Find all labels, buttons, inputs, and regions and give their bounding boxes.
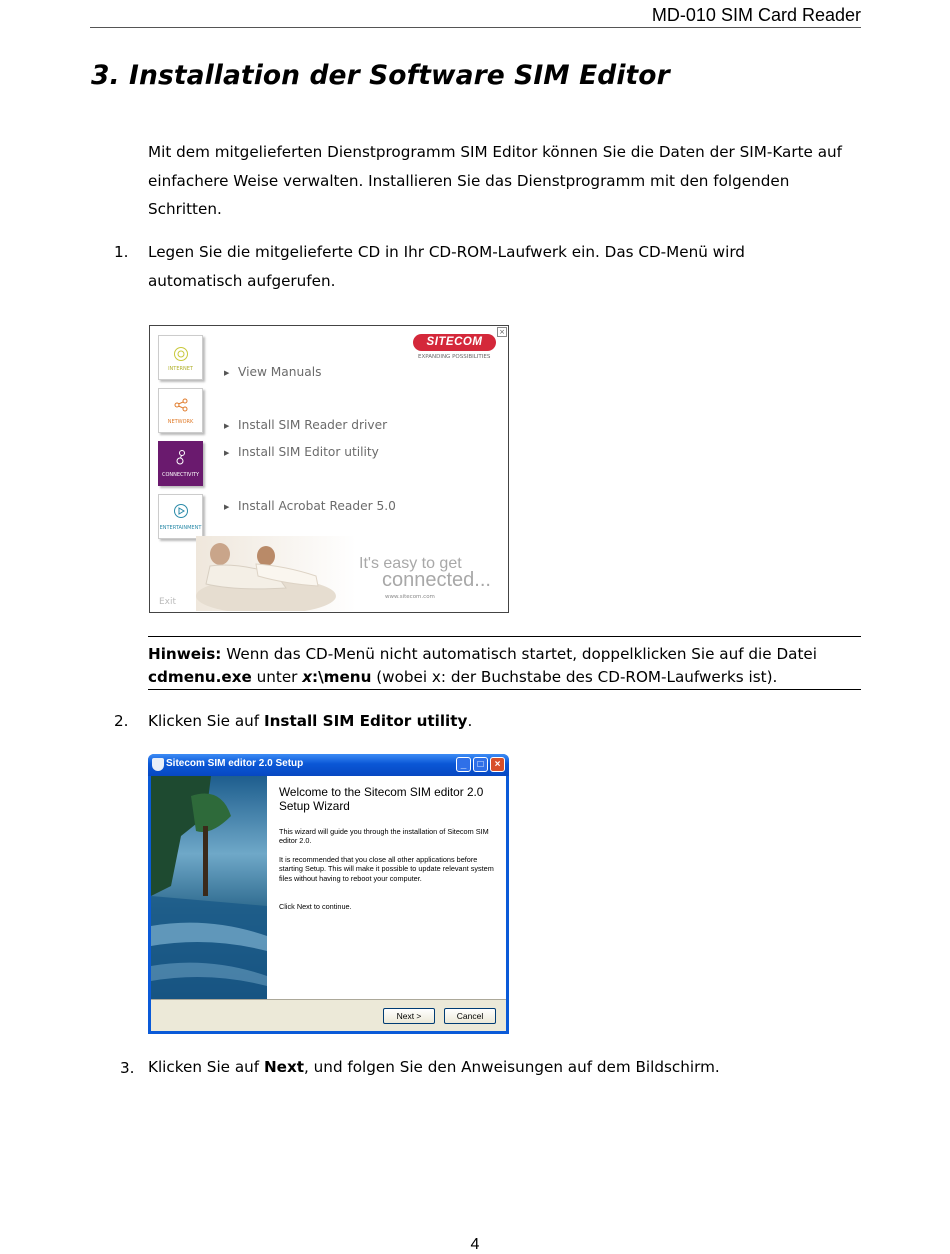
slogan-line-1: It's easy to get bbox=[359, 555, 462, 572]
menu-item-label: Install SIM Reader driver bbox=[238, 418, 388, 432]
wizard-panel bbox=[151, 776, 506, 999]
menu-item-label: View Manuals bbox=[238, 365, 322, 379]
category-label: NETWORK bbox=[167, 419, 194, 425]
close-button[interactable]: × bbox=[490, 757, 505, 772]
menu-item-label: Install Acrobat Reader 5.0 bbox=[238, 499, 396, 513]
category-internet bbox=[158, 335, 203, 380]
sitecom-url: www.sitecom.com bbox=[385, 594, 435, 600]
menu-item-view-manuals[interactable] bbox=[224, 365, 321, 379]
wizard-heading: Welcome to the Sitecom SIM editor 2.0 Setup Wizard bbox=[279, 785, 484, 813]
wizard-paragraph-3: Click Next to continue. bbox=[279, 902, 352, 911]
setup-wizard-window bbox=[148, 754, 509, 1034]
step-3-text: Klicken Sie auf Next, und folgen Sie den Anweisungen auf dem Bildschirm. bbox=[148, 1058, 720, 1076]
wizard-side-image bbox=[151, 776, 267, 999]
page-header bbox=[90, 4, 861, 28]
wizard-titlebar bbox=[148, 754, 509, 776]
header-title: MD-010 SIM Card Reader bbox=[651, 5, 861, 25]
maximize-button[interactable]: □ bbox=[473, 757, 488, 772]
intro-paragraph: Mit dem mitgelieferten Dienstprogramm SIM Editor können Sie die Daten der SIM-Karte auf einfachere Weise verwalten. Installieren Sie das Dienstprogramm mit den folgenden Schritten. bbox=[148, 143, 842, 218]
wizard-paragraph-1: This wizard will guide you through the installation of Sitecom SIM editor 2.0. bbox=[279, 827, 489, 846]
category-label: INTERNET bbox=[168, 366, 193, 372]
category-connectivity bbox=[158, 441, 203, 486]
wizard-paragraph-2: It is recommended that you close all other applications before starting Setup. This will make it possible to update relevant system files without having to reboot your computer. bbox=[279, 855, 494, 883]
installer-icon bbox=[152, 758, 164, 771]
people-photo bbox=[196, 536, 356, 611]
entertainment-icon bbox=[173, 503, 189, 519]
menu-item-label: Install SIM Editor utility bbox=[238, 445, 379, 459]
step-3-number: 3. bbox=[120, 1059, 135, 1077]
step-2-text: Klicken Sie auf Install SIM Editor utility. bbox=[148, 712, 473, 730]
category-label: ENTERTAINMENT bbox=[159, 525, 202, 531]
cd-menu-screenshot bbox=[149, 325, 509, 613]
arrow-right-icon: ▶ bbox=[224, 448, 230, 457]
arrow-right-icon: ▶ bbox=[224, 368, 230, 377]
step-3-bold: Next bbox=[263, 1058, 305, 1076]
section-title: 3. Installation der Software SIM Editor bbox=[91, 60, 670, 91]
network-icon bbox=[173, 397, 189, 413]
connectivity-icon bbox=[173, 449, 189, 467]
category-entertainment bbox=[158, 494, 203, 539]
arrow-right-icon: ▶ bbox=[224, 421, 230, 430]
note-path: :\menu bbox=[312, 668, 372, 686]
note-drive-letter: x bbox=[302, 668, 313, 686]
step-2-number: 2. bbox=[114, 712, 129, 730]
step-1-number: 1. bbox=[114, 243, 129, 261]
logo-tagline: EXPANDING POSSIBILITIES bbox=[418, 354, 491, 360]
minimize-button[interactable]: _ bbox=[456, 757, 471, 772]
wizard-body bbox=[151, 776, 506, 1031]
wizard-separator bbox=[151, 999, 506, 1000]
note-label: Hinweis: bbox=[148, 645, 222, 663]
step-2-bold: Install SIM Editor utility bbox=[263, 712, 468, 730]
internet-icon bbox=[173, 346, 189, 362]
exit-link[interactable]: Exit bbox=[159, 597, 177, 607]
next-button[interactable]: Next > bbox=[383, 1008, 435, 1024]
category-label: CONNECTIVITY bbox=[161, 472, 200, 478]
menu-item-install-acrobat-reader[interactable] bbox=[224, 499, 396, 513]
category-network bbox=[158, 388, 203, 433]
note-box bbox=[148, 636, 861, 690]
menu-item-install-sim-reader-driver[interactable] bbox=[224, 418, 387, 432]
menu-item-install-sim-editor-utility[interactable] bbox=[224, 445, 379, 459]
note-filename: cdmenu.exe bbox=[148, 668, 252, 686]
step-1-text: Legen Sie die mitgelieferte CD in Ihr CD-ROM-Laufwerk ein. Das CD-Menü wird automatisch aufgerufen. bbox=[148, 243, 745, 290]
arrow-right-icon: ▶ bbox=[224, 502, 230, 511]
cancel-button[interactable]: Cancel bbox=[444, 1008, 496, 1024]
close-icon: × bbox=[497, 327, 507, 337]
page-number: 4 bbox=[470, 1236, 480, 1253]
sitecom-logo: SITECOM bbox=[413, 334, 496, 351]
slogan-line-2: connected... bbox=[382, 569, 491, 591]
note-text: Hinweis: Wenn das CD-Menü nicht automatisch startet, doppelklicken Sie auf die Datei cdmenu.exe unter x:\menu (wobei x: der Buchstabe des CD-ROM-Laufwerks ist). bbox=[148, 645, 817, 686]
wizard-title: Sitecom SIM editor 2.0 Setup bbox=[166, 758, 304, 769]
